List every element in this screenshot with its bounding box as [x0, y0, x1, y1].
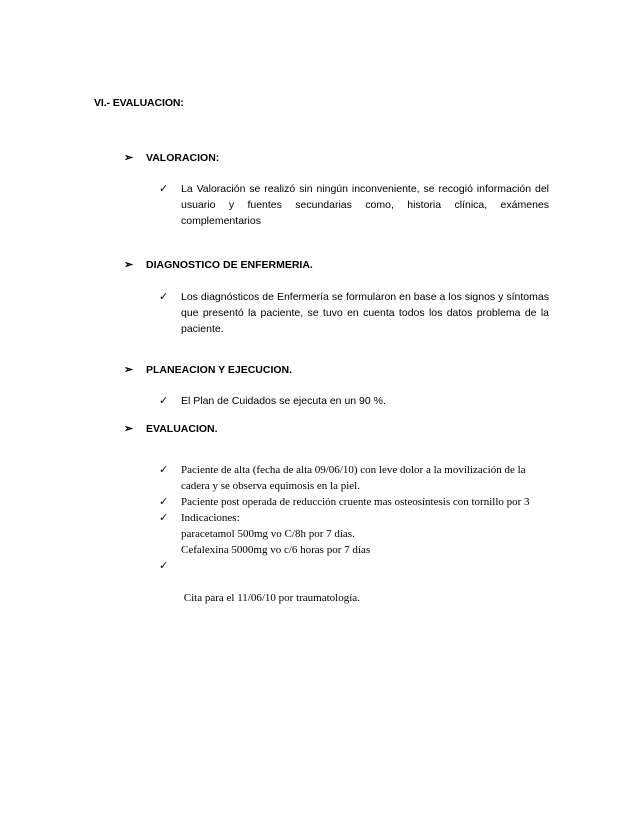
section-title-valoracion	[124, 152, 219, 164]
section-title-text: DIAGNOSTICO DE ENFERMERIA.	[146, 259, 313, 271]
list-item	[159, 462, 559, 494]
section-title-text: VALORACION:	[146, 152, 220, 164]
checkmark-icon: ✓	[159, 183, 169, 195]
paragraph-planeacion	[159, 393, 549, 409]
section-title-planeacion	[124, 364, 292, 376]
arrow-bullet-icon: ➢	[124, 151, 134, 164]
list-item-text: cadera y se observa equimosis en la piel.	[181, 480, 360, 492]
list-item-text: Paciente de alta (fecha de alta 09/06/10) con leve dolor a la movilización de la	[181, 464, 526, 476]
list-item	[159, 494, 559, 510]
list-item-text: Paciente post operada de reducción cruente mas osteosíntesis con tornillo por 3	[181, 496, 530, 508]
checkmark-icon: ✓	[159, 291, 169, 303]
list-item-text: Cita para el 11/06/10 por traumatología.	[181, 592, 360, 604]
section-heading: VI.- EVALUACION:	[94, 97, 184, 109]
arrow-bullet-icon: ➢	[124, 422, 134, 435]
arrow-bullet-icon: ➢	[124, 258, 134, 271]
list-item	[159, 558, 559, 638]
section-title-text: EVALUACION.	[146, 423, 218, 435]
list-item	[159, 510, 559, 558]
paragraph-text: El Plan de Cuidados se ejecuta en un 90 %.	[181, 395, 386, 407]
section-title-evaluacion	[124, 423, 218, 435]
arrow-bullet-icon: ➢	[124, 363, 134, 376]
list-item-text: Cefalexina 5000mg vo c/6 horas por 7 días	[181, 544, 371, 556]
section-title-diagnostico	[124, 259, 313, 271]
checkmark-icon: ✓	[159, 560, 169, 572]
paragraph-text: Los diagnósticos de Enfermería se formularon en base a los signos y síntomas que presentó la paciente, se tuvo en cuenta todos los datos problema de la paciente.	[181, 291, 549, 335]
paragraph-diagnostico	[159, 289, 549, 337]
list-item-text: Indicaciones:	[181, 512, 240, 524]
list-item-text: paracetamol 500mg vo C/8h por 7 días.	[181, 528, 355, 540]
paragraph-valoracion	[159, 181, 549, 229]
checkmark-icon: ✓	[159, 512, 169, 524]
checkmark-icon: ✓	[159, 464, 169, 476]
evaluacion-list	[159, 462, 559, 638]
checkmark-icon: ✓	[159, 395, 169, 407]
section-title-text: PLANEACION Y EJECUCION.	[146, 364, 293, 376]
paragraph-text: La Valoración se realizó sin ningún inconveniente, se recogió información del usuario y fuentes secundarias como, historia clínica, exámenes complementarios	[181, 183, 549, 227]
checkmark-icon: ✓	[159, 496, 169, 508]
